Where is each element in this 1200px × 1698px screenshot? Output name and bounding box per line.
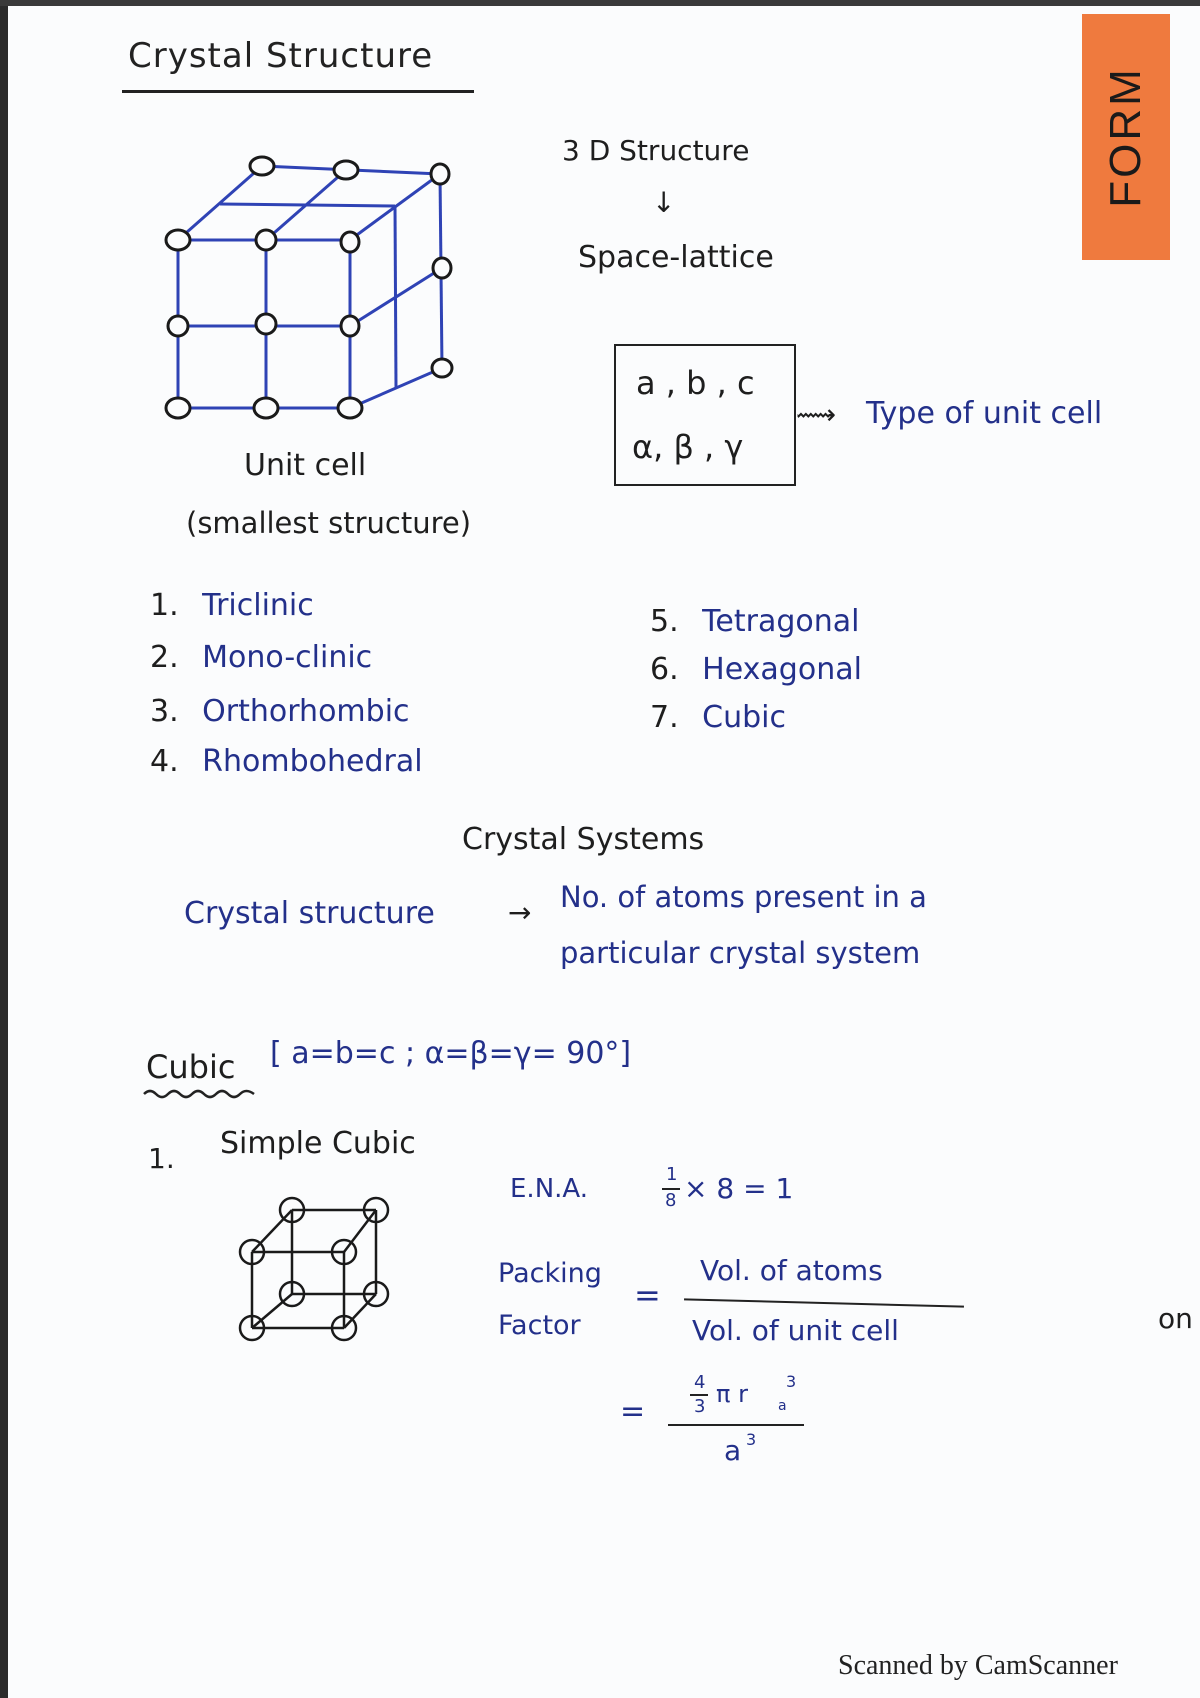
- simple-cubic-num: 1.: [148, 1142, 175, 1175]
- system-name: Triclinic: [202, 588, 314, 623]
- form-tab-label: FORM: [1101, 66, 1150, 208]
- formula-three: 3: [694, 1396, 706, 1417]
- crystal-systems-heading: Crystal Systems: [462, 822, 705, 857]
- page-edge-top: [0, 0, 1200, 6]
- ena-rest: × 8 = 1: [684, 1172, 794, 1205]
- type-of-unit-cell: Type of unit cell: [866, 396, 1103, 431]
- unit-cell-label: Unit cell: [244, 448, 367, 483]
- simple-cubic-drawing: [238, 1190, 398, 1350]
- system-item: [150, 640, 372, 675]
- title-underline: [122, 90, 474, 93]
- unit-cell-lattice-drawing: [150, 140, 470, 420]
- structure-3d: 3 D Structure: [562, 134, 750, 167]
- ena-frac-num: 1: [666, 1164, 678, 1185]
- system-name: Mono-clinic: [202, 640, 373, 675]
- system-name: Hexagonal: [702, 652, 862, 687]
- system-name: Orthorhombic: [202, 694, 410, 729]
- packing-factor-denominator: Vol. of unit cell: [692, 1314, 899, 1347]
- formula-four: 4: [694, 1372, 706, 1393]
- formula-pi-r: π r: [716, 1380, 748, 1408]
- space-lattice: Space-lattice: [578, 240, 774, 275]
- packing-factor-label-1: Packing: [498, 1258, 602, 1289]
- system-num: 1.: [150, 588, 179, 623]
- system-num: 2.: [150, 640, 179, 675]
- unit-cell-note: (smallest structure): [186, 506, 472, 540]
- system-item: [650, 652, 862, 687]
- cubic-condition: [ a=b=c ; α=β=γ= 90°]: [270, 1036, 632, 1071]
- parameters-line-2: α, β , γ: [632, 428, 744, 466]
- system-item: [150, 744, 423, 779]
- packing-factor-line: [684, 1298, 964, 1307]
- cubic-squiggle-underline: [142, 1086, 258, 1100]
- simple-cubic-title: Simple Cubic: [220, 1126, 416, 1161]
- formula-equals: =: [620, 1394, 646, 1429]
- formula-r-superscript: 3: [786, 1372, 797, 1391]
- form-tab: [1082, 14, 1170, 260]
- page-title: Crystal Structure: [128, 36, 434, 76]
- system-item: [650, 700, 786, 735]
- ena-frac-den: 8: [665, 1190, 677, 1211]
- formula-r-subscript: a: [778, 1398, 787, 1414]
- formula-denominator-superscript: 3: [746, 1430, 757, 1449]
- system-num: 6.: [650, 652, 679, 687]
- system-name: Cubic: [702, 700, 787, 735]
- system-num: 4.: [150, 744, 179, 779]
- system-item: [150, 588, 314, 623]
- parameters-line-1: a , b , c: [636, 364, 755, 402]
- definition-term: Crystal structure: [184, 896, 435, 931]
- system-num: 3.: [150, 694, 179, 729]
- system-num: 7.: [650, 700, 679, 735]
- formula-main-frac-line: [668, 1424, 804, 1426]
- system-name: Rhombohedral: [202, 744, 423, 779]
- margin-note: on: [1158, 1302, 1193, 1335]
- packing-factor-label-2: Factor: [498, 1310, 581, 1341]
- camscanner-watermark: Scanned by CamScanner: [838, 1650, 1118, 1681]
- definition-line-2: particular crystal system: [560, 936, 921, 970]
- definition-arrow: →: [508, 896, 532, 929]
- definition-line-1: No. of atoms present in a: [560, 880, 927, 914]
- system-name: Tetragonal: [702, 604, 860, 639]
- formula-denominator: a: [724, 1434, 742, 1467]
- system-item: [150, 694, 410, 729]
- packing-factor-equals: =: [634, 1276, 661, 1314]
- cubic-label: Cubic: [146, 1048, 236, 1086]
- ena-label: E.N.A.: [510, 1174, 588, 1204]
- system-num: 5.: [650, 604, 679, 639]
- squiggle-arrow: ⟿: [796, 398, 837, 431]
- packing-factor-numerator: Vol. of atoms: [700, 1254, 883, 1287]
- flow-arrow: ↓: [652, 186, 676, 219]
- system-item: [650, 604, 859, 639]
- page-edge-left: [0, 0, 8, 1698]
